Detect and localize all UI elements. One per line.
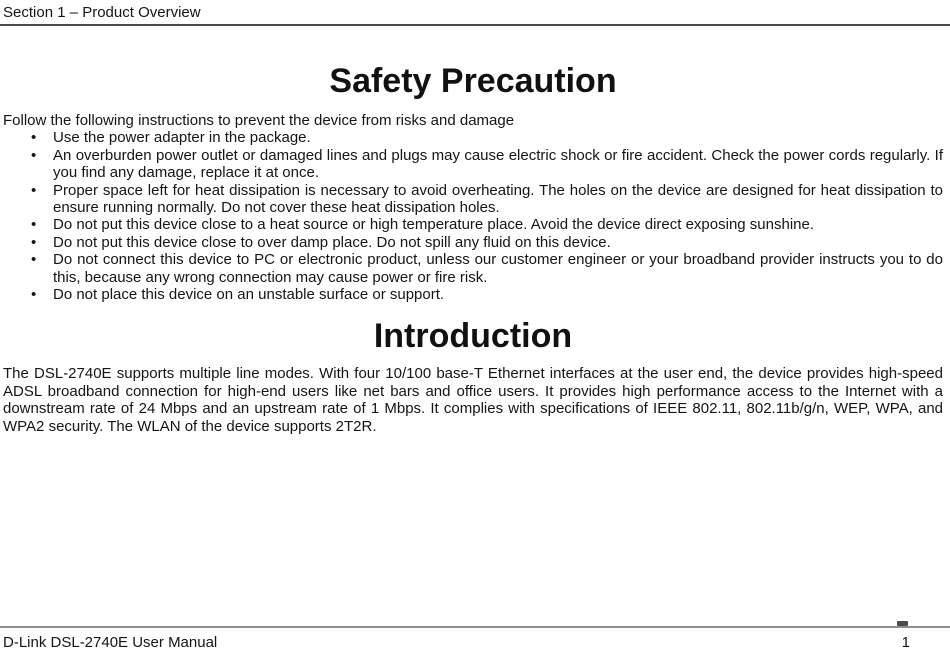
- introduction-paragraph: The DSL-2740E supports multiple line modes. With four 10/100 base-T Ethernet interfaces at the user end, the device provides high-speed ADSL broadband connection for high-end users like net bars and office users. It provides high performance access to the Internet with a downstream rate of 24 Mbps and an upstream rate of 1 Mbps. It complies with specifications of IEEE 802.11, 802.11b/g/n, WEP, WPA, and WPA2 security. The WLAN of the device supports 2T2R.: [3, 365, 943, 435]
- bullet-text: An overburden power outlet or damaged lines and plugs may cause electric shock or fire accident. Check the power cords regularly. If you find any damage, replace it at once.: [53, 146, 943, 182]
- safety-bullet-list: [3, 129, 943, 303]
- bullet-text: Use the power adapter in the package.: [53, 129, 311, 147]
- bullet-icon: •: [31, 129, 37, 147]
- bullet-item: [3, 251, 943, 286]
- bullet-icon: •: [31, 181, 37, 199]
- bullet-item: [3, 182, 943, 217]
- safety-section: [3, 112, 943, 303]
- bullet-icon: •: [31, 233, 37, 251]
- bullet-icon: •: [31, 251, 37, 269]
- bullet-item: [3, 234, 943, 251]
- bullet-text: Do not place this device on an unstable surface or support.: [53, 286, 445, 304]
- introduction-title: Introduction: [373, 317, 573, 356]
- bullet-text: Do not put this device close to over damp place. Do not spill any fluid on this device.: [53, 233, 611, 251]
- page-footer: [0, 626, 950, 651]
- bullet-icon: •: [31, 286, 37, 304]
- bullet-item: [3, 216, 943, 233]
- bullet-icon: •: [31, 216, 37, 234]
- bullet-item: [3, 147, 943, 182]
- section-title: Section 1 – Product Overview: [3, 4, 201, 21]
- safety-precaution-title: Safety Precaution: [329, 62, 617, 100]
- introduction-section: [3, 365, 943, 435]
- page-number: 1: [901, 634, 910, 651]
- bullet-text: Do not connect this device to PC or electronic product, unless our customer engineer or your broadband provider instructs you to do this, because any wrong connection may cause power or fire risk.: [53, 251, 943, 286]
- page-content: [3, 61, 943, 435]
- safety-intro-line: Follow the following instructions to prevent the device from risks and damage: [3, 112, 515, 129]
- bullet-item: [3, 286, 943, 303]
- bullet-text: Do not put this device close to a heat source or high temperature place. Avoid the device direct exposing sunshine.: [53, 216, 815, 234]
- bullet-text: Proper space left for heat dissipation is necessary to avoid overheating. The holes on the device are designed for heat dissipation to ensure running normally. Do not cover these heat dissipation holes.: [53, 181, 943, 217]
- bullet-icon: •: [31, 146, 37, 164]
- manual-title: D-Link DSL-2740E User Manual: [3, 634, 218, 651]
- running-header: [0, 0, 950, 26]
- bullet-item: [3, 129, 943, 146]
